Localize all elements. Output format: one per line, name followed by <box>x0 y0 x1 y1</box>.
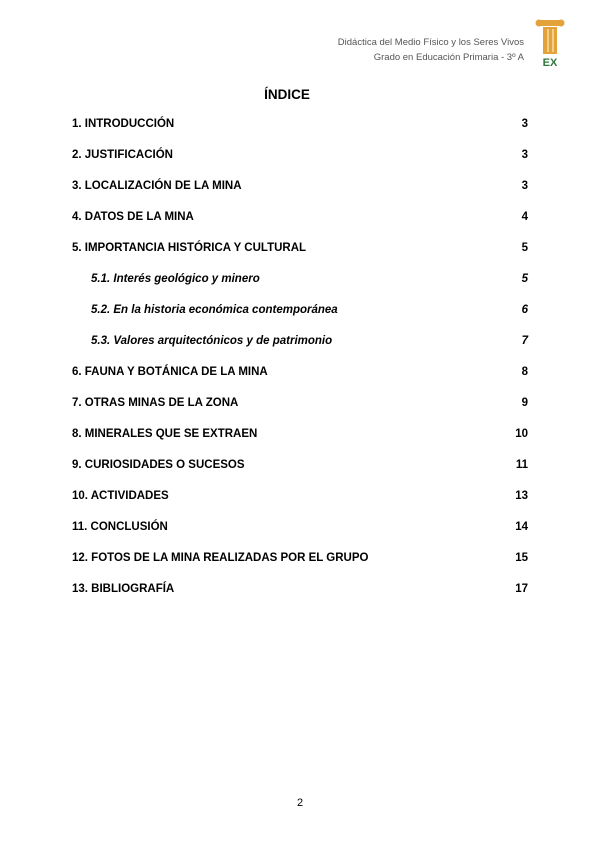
toc-entry-label: 13. BIBLIOGRAFÍA <box>72 583 175 595</box>
toc-entry[interactable] <box>72 335 528 366</box>
toc-entry[interactable] <box>72 583 528 614</box>
table-of-contents <box>72 118 528 614</box>
toc-entry-page: 11 <box>515 459 528 471</box>
toc-entry-label: 3. LOCALIZACIÓN DE LA MINA <box>72 180 242 192</box>
toc-entry-label: 12. FOTOS DE LA MINA REALIZADAS POR EL GRUPO <box>72 552 369 564</box>
toc-entry[interactable] <box>72 428 528 459</box>
toc-entry-page: 4 <box>521 211 528 223</box>
toc-entry-page: 3 <box>521 180 528 192</box>
toc-entry-label: 11. CONCLUSIÓN <box>72 521 168 533</box>
toc-entry-label: 4. DATOS DE LA MINA <box>72 211 194 223</box>
toc-entry-page: 9 <box>521 397 528 409</box>
toc-entry-label: 5.2. En la historia económica contemporánea <box>91 304 338 316</box>
toc-entry[interactable] <box>72 273 528 304</box>
toc-entry-page: 14 <box>515 521 528 533</box>
toc-entry-page: 5 <box>521 242 528 254</box>
toc-entry[interactable] <box>72 397 528 428</box>
toc-entry-label: 1. INTRODUCCIÓN <box>72 118 175 130</box>
page-header <box>338 35 524 65</box>
toc-entry-label: 10. ACTIVIDADES <box>72 490 169 502</box>
toc-entry-page: 10 <box>515 428 528 440</box>
toc-entry[interactable] <box>72 552 528 583</box>
toc-entry[interactable] <box>72 149 528 180</box>
toc-entry[interactable] <box>72 459 528 490</box>
toc-entry-page: 15 <box>515 552 528 564</box>
toc-entry-label: 8. MINERALES QUE SE EXTRAEN <box>72 428 258 440</box>
toc-entry[interactable] <box>72 180 528 211</box>
logo-lettering: EX <box>542 57 558 68</box>
toc-entry[interactable] <box>72 118 528 149</box>
toc-entry-label: 2. JUSTIFICACIÓN <box>72 149 173 161</box>
toc-entry[interactable] <box>72 304 528 335</box>
toc-entry-label: 9. CURIOSIDADES O SUCESOS <box>72 459 245 471</box>
toc-entry-label: 6. FAUNA Y BOTÁNICA DE LA MINA <box>72 366 268 378</box>
university-logo <box>533 18 567 68</box>
toc-entry-page: 7 <box>521 335 528 347</box>
toc-entry-page: 17 <box>515 583 528 595</box>
header-degree: Grado en Educación Primaria - 3º A <box>373 52 524 63</box>
toc-entry-page: 13 <box>515 490 528 502</box>
toc-entry-page: 5 <box>521 273 528 285</box>
toc-entry-page: 6 <box>521 304 528 316</box>
toc-entry[interactable] <box>72 366 528 397</box>
toc-entry[interactable] <box>72 490 528 521</box>
toc-entry-page: 8 <box>521 366 528 378</box>
page-number: 2 <box>296 797 304 809</box>
header-course: Didáctica del Medio Físico y los Seres Vivos <box>337 37 524 48</box>
toc-entry-label: 7. OTRAS MINAS DE LA ZONA <box>72 397 239 409</box>
toc-entry-label: 5. IMPORTANCIA HISTÓRICA Y CULTURAL <box>72 242 307 254</box>
toc-entry-page: 3 <box>521 149 528 161</box>
toc-entry[interactable] <box>72 211 528 242</box>
page-title: ÍNDICE <box>264 87 310 102</box>
toc-entry-page: 3 <box>521 118 528 130</box>
toc-entry[interactable] <box>72 521 528 552</box>
toc-entry-label: 5.1. Interés geológico y minero <box>91 273 260 285</box>
toc-entry[interactable] <box>72 242 528 273</box>
toc-entry-label: 5.3. Valores arquitectónicos y de patrimonio <box>91 335 333 347</box>
